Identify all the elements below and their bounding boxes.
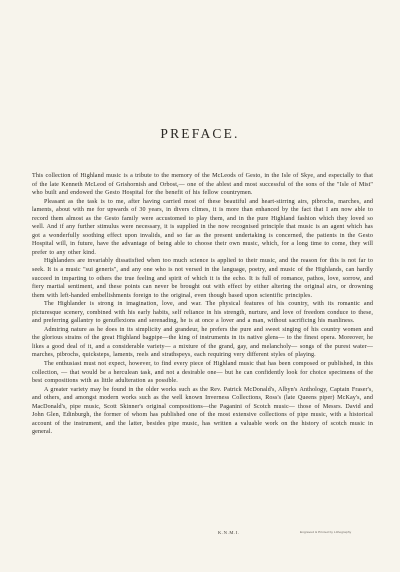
signature: K.N.M.I. [218,530,240,535]
preface-body [32,172,373,437]
paragraph-5: Admiring nature as he does in its simplicity and grandeur, he prefers the pure and sweet singing of his country women and the glorious strains of the great Highland bagpipe—the king of instruments in its native glens— to the finest opera. Moreover, he likes a good deal of it, and a considerable variety— a mixture of the grand, gay, and melancholy— songs of the purest water— marches, pibrochs, quicksteps, laments, reels and strathspeys, each requiring very different styles of playing. [32,326,373,359]
paragraph-2: Pleasant as the task is to me, after having carried most of these beautiful and heart-stirring airs, pibrochs, marches, and laments, about with me for upwards of 30 years, in divers climes, it is more than enhanced by the fact that I am now able to record them almost as the Gesto family were accustomed to play them, and in the pure Highland fashion which they loved so well. And if any further stimulus were necessary, it is supplied in the now recognised principle that music is an agent which has got a wonderfully soothing effect upon invalids, and so far as the present undertaking is concerned, the patients in the Gesto Hospital will, in future, have the advantage of being able to choose their own music, which, for a long time to come, they will prefer to any other kind. [32,198,373,256]
paragraph-3: Highlanders are invariably dissatisfied when too much science is applied to their music, and the reason for this is not far to seek. It is a music "sui generis", and any one who is not versed in the language, poetry, and music of the Highlands, can hardly succeed in imparting to others the true feeling and spirit of which it is the echo. It is full of romance, pathos, love, sorrow, and fiery martial sentiment, and these points can never be brought out with effect by either altering the original airs, or drowning them with left-handed embellishments foreign to the original, even though based upon scientific principles. [32,258,373,299]
paragraph-6: The enthusiast must not expect, however, to find every piece of Highland music that has been composed or published, in this collection, — that would be a herculean task, and not a desirable one— but he can confidently look for choice specimens of the best compositions with as little adulteration as possible. [32,361,373,385]
paragraph-4: The Highlander is strong in imagination, love, and war. The physical features of his country, with its romantic and picturesque scenery, combined with his early habits, self reliance in his strength, nurture, and love of freedom conduce to these, and preferring gallantry to genuflexions and serenading, he is at once a lover and a man, without sacrificing his manliness. [32,301,373,325]
paragraph-1: This collection of Highland music is a tribute to the memory of the McLeods of Gesto, in the Isle of Skye, and especially to that of the late Kenneth McLeod of Grishornish and Orbost,— one of the ablest and most successful of the sons of the "Isle of Mist" who built and endowed the Gesto Hospital for the benefit of his fellow countrymen. [32,173,373,197]
printer-credit: Engraved & Printed by Lithography [300,530,352,534]
paragraph-7: A greater variety may be found in the older works such as the Rev. Patrick McDonald's, Albyn's Anthology, Captain Fraser's, and others, and amongst modern works such as the well known Inverness Collections, Ross's (late Queens piper) McKay's, and MacDonald's, pipe music, Scott Skinner's original compositions—the Paganini of Scotch music— those of Messrs. David and John Glen, Edinburgh, the former of whom has published one of the most extensive collections of pipe music, with a historical account of the instrument, and the latter, besides pipe music, has written a valuable work on the history of scotch music in general. [32,386,373,436]
page-title: PREFACE. [160,126,240,141]
